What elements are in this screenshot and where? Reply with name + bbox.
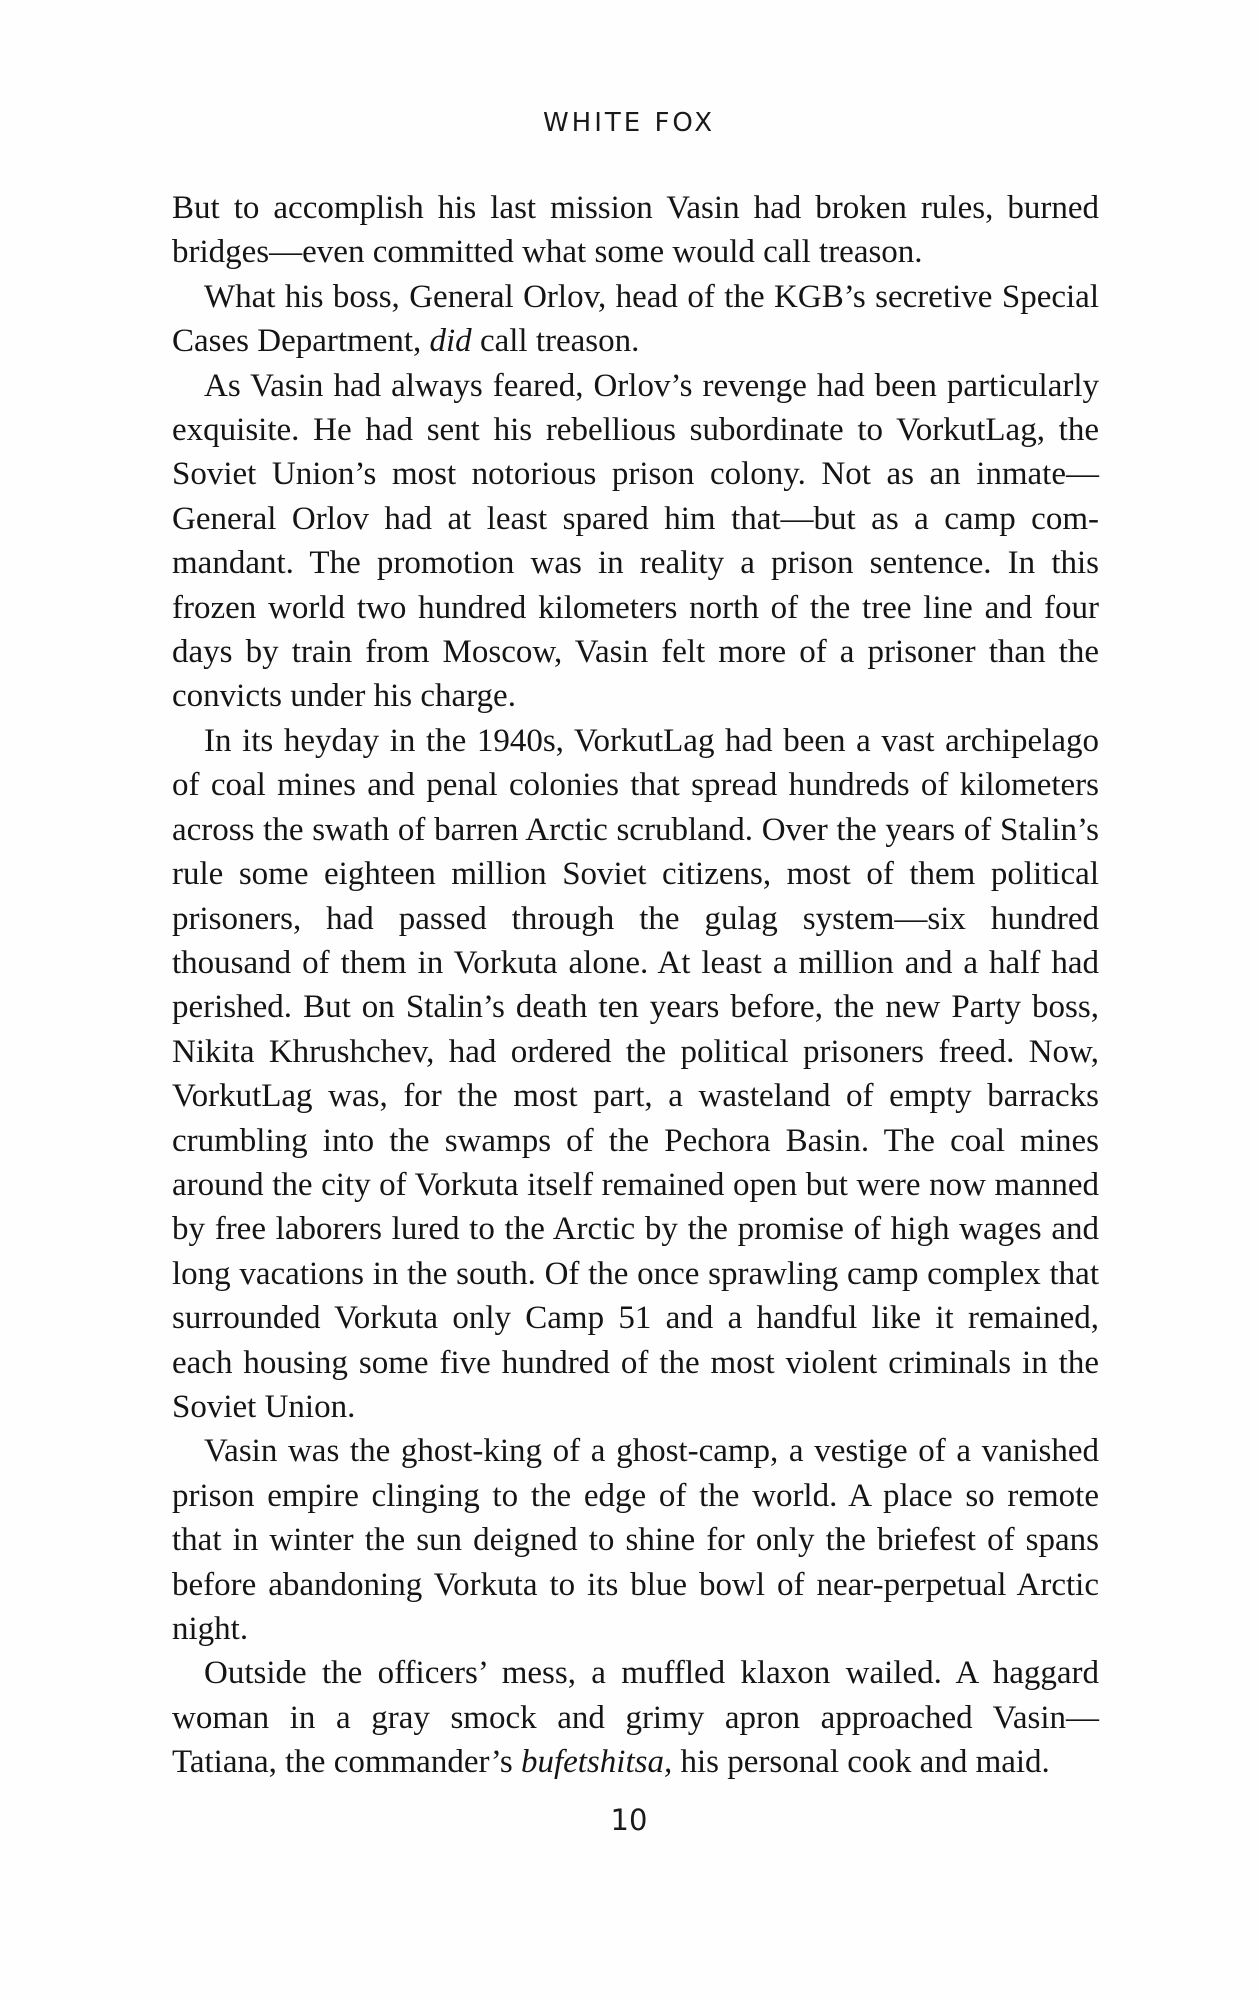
paragraph-2-text-end: call treason.	[471, 323, 640, 360]
paragraph-1: But to accomplish his last mission Vasin had broken rules, burned bridges—even committed what some would call treason.	[172, 190, 1099, 271]
paragraph-2	[172, 275, 1099, 364]
paragraph-3: As Vasin had always feared, Orlov’s revenge had been particularly exquisite. He had sent his rebellious subordinate to VorkutLag, the Soviet Union’s most notorious prison colony. Not as an inmate— General Orlov had at least spared him that—but as a camp commandant. The promotion was in reality a prison sentence. In this frozen world two hundred kilometers north of the tree line and four days by train from Moscow, Vasin felt more of a prisoner than the convicts under his charge.	[172, 367, 1099, 715]
paragraph-6-text-start: Outside the officers’ mess, a muffled klaxon wailed. A haggard woman in a gray smock and grimy apron approached Vasin— Tatiana, the commander’s	[172, 1655, 1099, 1781]
running-head-title: WHITE FOX	[542, 108, 716, 138]
page-number: 10	[610, 1803, 648, 1837]
paragraph-6	[172, 1651, 1099, 1784]
paragraph-4: In its heyday in the 1940s, VorkutLag had been a vast archipelago of coal mines and penal colonies that spread hundreds of kilometers across the swath of barren Arctic scrubland. Over the years of Stalin’s rule some eighteen million Soviet citizens, most of them political prisoners, had passed through the gulag system—six hundred thousand of them in Vorkuta alone. At least a million and a half had perished. But on Stalin’s death ten years before, the new Party boss, Nikita Khrushchev, had ordered the political prisoners freed. Now, VorkutLag was, for the most part, a wasteland of empty barracks crumbling into the swamps of the Pechora Basin. The coal mines around the city of Vorkuta itself remained open but were now manned by free laborers lured to the Arctic by the promise of high wages and long vacations in the south. Of the once sprawling camp complex that surrounded Vorkuta only Camp 51 and a handful like it remained, each housing some five hundred of the most violent criminals in the Soviet Union.	[172, 722, 1099, 1425]
paragraph-2-text-start: What his boss, General Orlov, head of the KGB’s secretive Special Cases Department,	[172, 278, 1099, 360]
paragraph-6-text-end: his personal cook and maid.	[672, 1744, 1050, 1781]
paragraph-6-italic: bufetshitsa,	[520, 1744, 673, 1781]
body-text	[172, 186, 1099, 1785]
paragraph-2-italic: did	[429, 323, 472, 360]
paragraph-5: Vasin was the ghost-king of a ghost-camp, a vestige of a vanished prison empire clinging to the edge of the world. A place so remote that in winter the sun deigned to shine for only the briefest of spans before abandoning Vorkuta to its blue bowl of near-perpetual Arctic night.	[172, 1433, 1099, 1647]
